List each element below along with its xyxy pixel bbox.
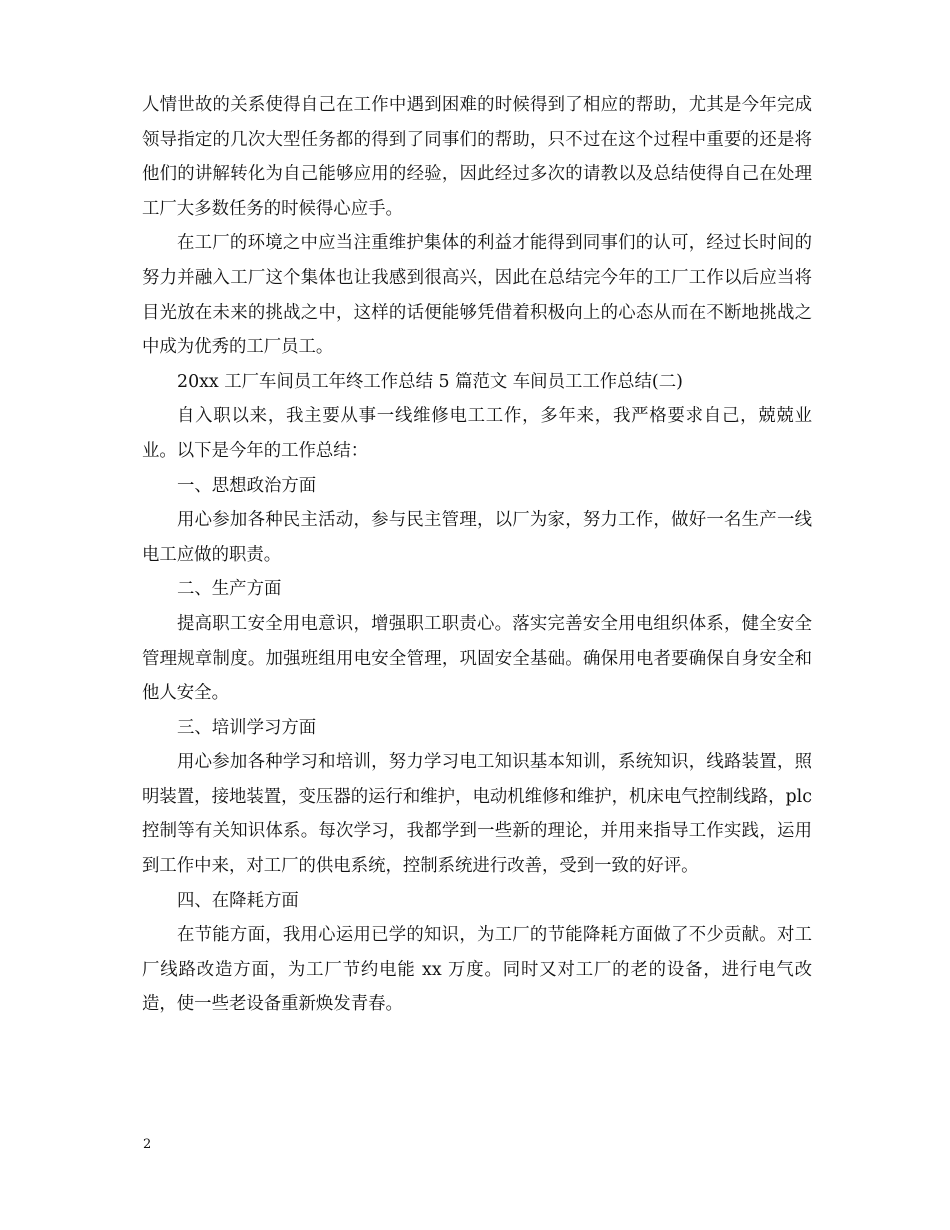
section-heading: 二、生产方面 xyxy=(177,579,282,600)
section-heading: 三、培训学习方面 xyxy=(177,717,317,738)
paragraph: 用心参加各种学习和培训，努力学习电工知识基本知训，系统知识，线路装置，照明装置，接地装置，变压器的运行和维护，电动机维修和维护，机床电气控制线路，plc 控制等有关知识体系。每次学习，我都学到一些新的理论，并用来指导工作实践，运用到工作中来，对工厂的供电系统，控制系统进行改善，受到一致的好评。 xyxy=(142,752,812,877)
section-heading: 一、思想政治方面 xyxy=(177,475,317,496)
paragraph: 在工厂的环境之中应当注重维护集体的利益才能得到同事们的认可，经过长时间的努力并融入工厂这个集体也让我感到很高兴，因此在总结完今年的工厂工作以后应当将目光放在未来的挑战之中，这样的话便能够凭借着积极向上的心态从而在不断地挑战之中成为优秀的工厂员工。 xyxy=(142,233,812,358)
document-body xyxy=(142,88,812,1022)
section-heading: 四、在降耗方面 xyxy=(177,890,299,911)
paragraph: 用心参加各种民主活动，参与民主管理，以厂为家，努力工作，做好一名生产一线电工应做的职责。 xyxy=(142,510,812,565)
section-title: 20xx 工厂车间员工年终工作总结 5 篇范文 车间员工工作总结(二) xyxy=(177,371,683,392)
paragraph: 提高职工安全用电意识，增强职工职责心。落实完善安全用电组织体系，健全安全管理规章制度。加强班组用电安全管理，巩固安全基础。确保用电者要确保自身安全和他人安全。 xyxy=(142,613,812,704)
paragraph: 在节能方面，我用心运用已学的知识，为工厂的节能降耗方面做了不少贡献。对工厂线路改造方面，为工厂节约电能 xx 万度。同时又对工厂的老的设备，进行电气改造，使一些老设备重新焕发青春。 xyxy=(142,925,812,1015)
paragraph: 人情世故的关系使得自己在工作中遇到困难的时候得到了相应的帮助，尤其是今年完成领导指定的几次大型任务都的得到了同事们的帮助，只不过在这个过程中重要的还是将他们的讲解转化为自己能够应用的经验，因此经过多次的请教以及总结使得自己在处理工厂大多数任务的时候得心应手。 xyxy=(142,95,812,219)
page-number: 2 xyxy=(143,1137,152,1152)
paragraph: 自入职以来，我主要从事一线维修电工工作，多年来，我严格要求自己，兢兢业业。以下是今年的工作总结： xyxy=(142,406,812,461)
